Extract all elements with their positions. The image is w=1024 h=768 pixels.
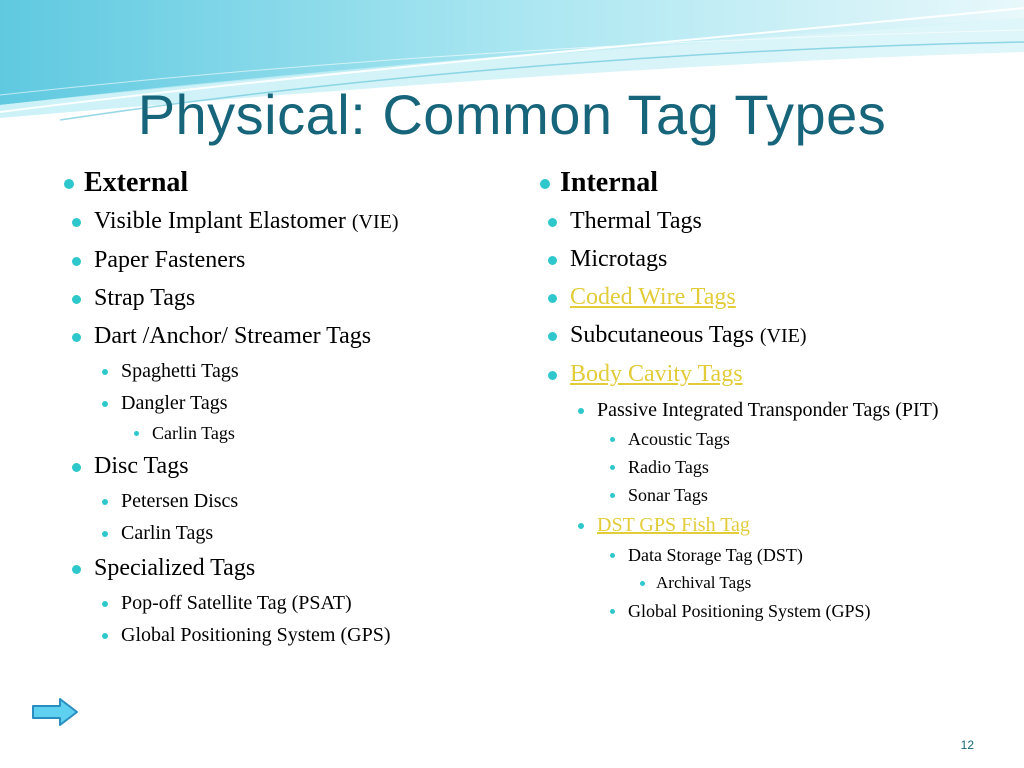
list-item: Passive Integrated Transponder Tags (PIT) bbox=[571, 397, 970, 423]
list-item: Visible Implant Elastomer (VIE) bbox=[69, 202, 504, 241]
page-number: 12 bbox=[960, 738, 974, 752]
list-item: Acoustic Tags bbox=[602, 425, 970, 453]
list-item: Global Positioning System (GPS) bbox=[95, 619, 504, 651]
list-item: Sonar Tags bbox=[602, 481, 970, 509]
list-item: Dangler Tags bbox=[95, 387, 504, 419]
coded-wire-tags-link[interactable]: Coded Wire Tags bbox=[570, 284, 736, 310]
list-item: Spaghetti Tags bbox=[95, 355, 504, 387]
internal-column bbox=[540, 164, 970, 625]
dst-gps-fish-tag-link[interactable]: DST GPS Fish Tag bbox=[597, 514, 750, 536]
list-item: Microtags bbox=[545, 240, 970, 278]
external-heading: External bbox=[64, 164, 504, 202]
external-column bbox=[64, 164, 504, 651]
list-item: Paper Fasteners bbox=[69, 241, 504, 279]
list-item bbox=[545, 278, 970, 316]
list-item bbox=[545, 355, 970, 393]
list-item: Pop-off Satellite Tag (PSAT) bbox=[95, 587, 504, 619]
list-item: Dart /Anchor/ Streamer Tags bbox=[69, 317, 504, 355]
list-item: Archival Tags bbox=[632, 569, 970, 597]
list-item: Petersen Discs bbox=[95, 485, 504, 517]
list-item: Global Positioning System (GPS) bbox=[602, 597, 970, 625]
list-item bbox=[571, 509, 970, 541]
list-item: Carlin Tags bbox=[126, 419, 504, 447]
list-item: Specialized Tags bbox=[69, 549, 504, 587]
list-item: Subcutaneous Tags (VIE) bbox=[545, 316, 970, 355]
right-arrow-icon[interactable] bbox=[30, 697, 80, 727]
slide-title: Physical: Common Tag Types bbox=[137, 83, 887, 146]
list-item: Radio Tags bbox=[602, 453, 970, 481]
body-cavity-tags-link[interactable]: Body Cavity Tags bbox=[570, 361, 743, 387]
list-item: Disc Tags bbox=[69, 447, 504, 485]
list-item: Carlin Tags bbox=[95, 517, 504, 549]
list-item: Data Storage Tag (DST) bbox=[602, 541, 970, 569]
list-item: Thermal Tags bbox=[545, 202, 970, 240]
internal-heading: Internal bbox=[540, 164, 970, 202]
list-item: Strap Tags bbox=[69, 279, 504, 317]
